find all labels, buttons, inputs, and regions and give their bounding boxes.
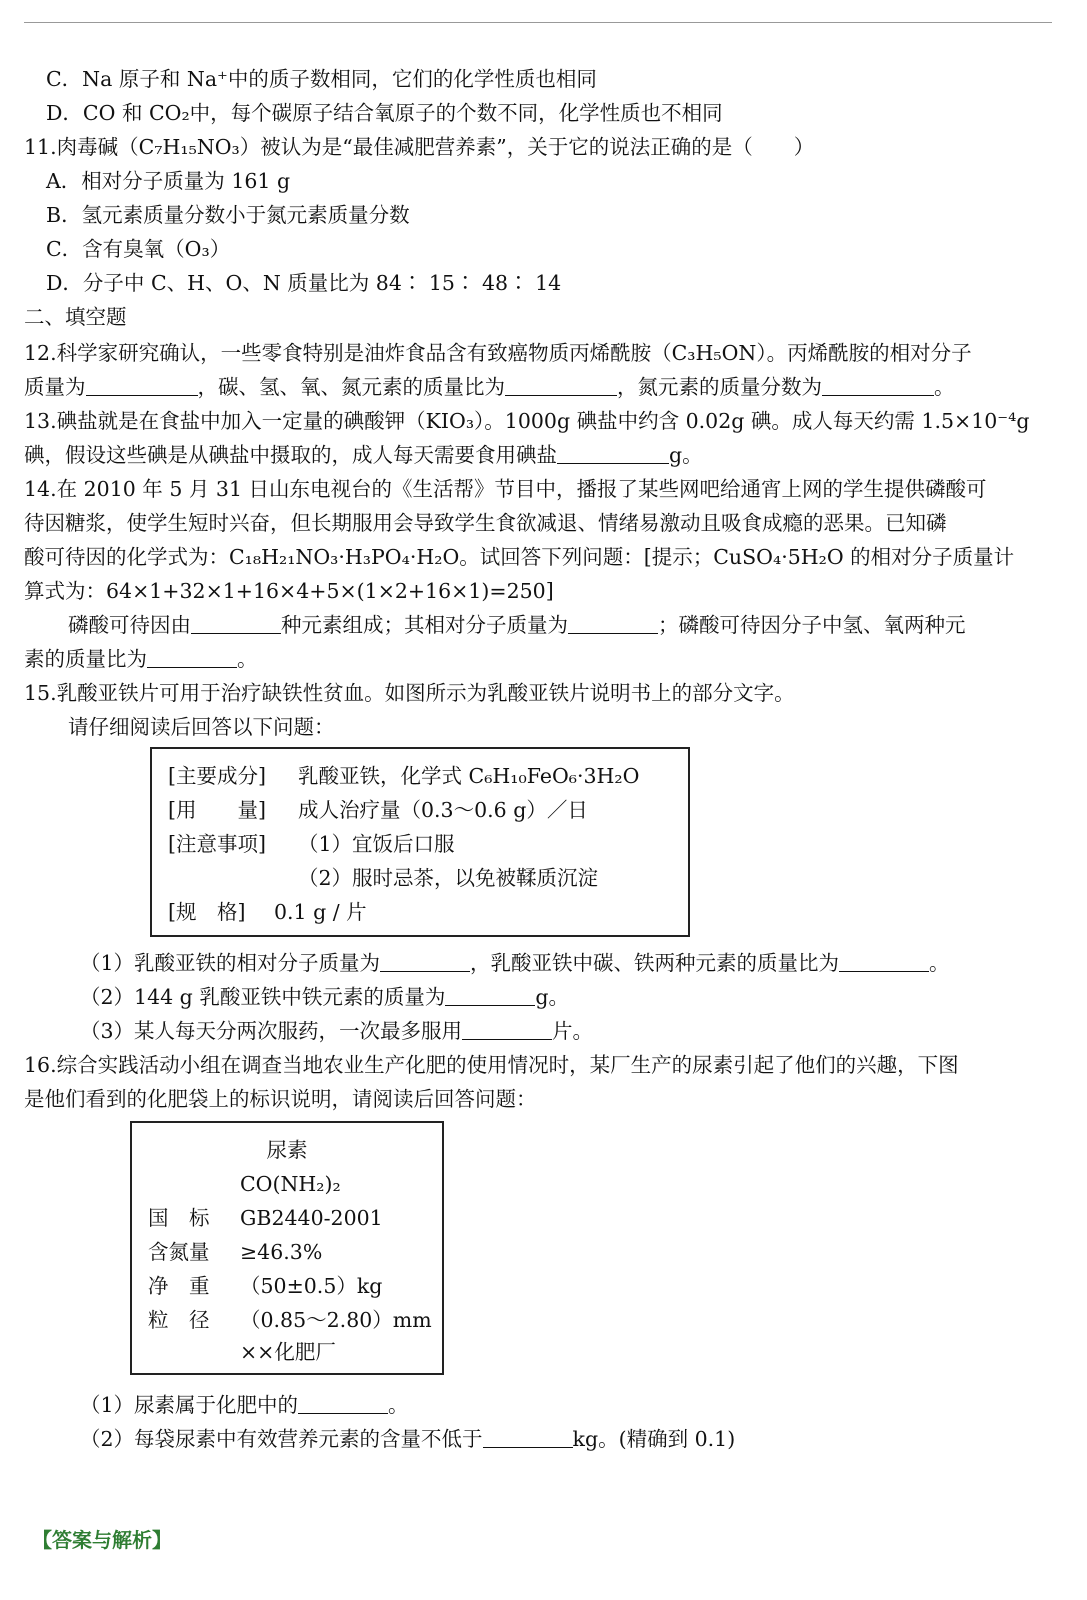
q14-text2: 种元素组成；其相对分子质量为 (281, 613, 568, 637)
q14-line3: 酸可待因的化学式为：C₁₈H₂₁NO₃·H₃PO₄·H₂O。试回答下列问题：[提示；CuSO₄·5H₂O 的相对分子质量计 (24, 545, 1015, 569)
q12-blank-2[interactable] (505, 373, 617, 396)
q12-text2: ，碳、氢、氧、氮元素的质量比为 (197, 375, 505, 399)
box-label-spec: [规 格] (168, 900, 246, 924)
q11-stem: 11.肉毒碱（C₇H₁₅NO₃）被认为是“最佳减肥营养素”，关于它的说法正确的是（ ） (24, 135, 815, 159)
q16-sub1 (80, 1388, 1087, 1422)
fertilizer-value-size: （0.85～2.80）mm (240, 1308, 432, 1332)
fertilizer-maker: ××化肥厂 (240, 1340, 336, 1364)
q15-blank-2[interactable] (839, 949, 929, 972)
fertilizer-formula: CO(NH₂)₂ (240, 1172, 341, 1196)
answer-heading: 【答案与解析】 (32, 1528, 172, 1552)
q14-line1: 14.在 2010 年 5 月 31 日山东电视台的《生活帮》节目中，播报了某些网吧给通宵上网的学生提供磷酸可 (24, 477, 987, 501)
box-label-notes: [注意事项] (168, 832, 266, 856)
box-value-dosage: 成人治疗量（0.3～0.6 g）／日 (298, 798, 588, 822)
q10-option-c: C．Na 原子和 Na⁺中的质子数相同，它们的化学性质也相同 (46, 67, 597, 91)
q14-line6 (24, 642, 1054, 676)
box-value-spec: 0.1 g / 片 (274, 900, 367, 924)
fertilizer-value-nitrogen: ≥46.3% (240, 1240, 323, 1264)
q15-line1: 15.乳酸亚铁片可用于治疗缺铁性贫血。如图所示为乳酸亚铁片说明书上的部分文字。 (24, 681, 795, 705)
q11-option-a: A．相对分子质量为 161 g (46, 169, 291, 193)
q15-s1-text2: ，乳酸亚铁中碳、铁两种元素的质量比为 (470, 951, 840, 975)
q15-s2-text1: （2）144 g 乳酸亚铁中铁元素的质量为 (80, 985, 446, 1009)
q11-option-c: C．含有臭氧（O₃） (46, 237, 231, 261)
fertilizer-label-weight: 净 重 (148, 1274, 210, 1298)
q16-s2-text2: kg。(精确到 0.1) (572, 1427, 736, 1451)
fertilizer-value-standard: GB2440-2001 (240, 1206, 383, 1230)
q16-blank-2[interactable] (483, 1425, 573, 1448)
q15-s2-text2: g。 (535, 985, 569, 1009)
box-value-note-2: （2）服时忌茶，以免被鞣质沉淀 (298, 866, 599, 890)
q12-line2 (24, 370, 1054, 404)
q15-s3-text2: 片。 (552, 1019, 594, 1043)
q14-line5 (68, 608, 1087, 642)
q15-s1-text3: 。 (929, 951, 950, 975)
q15-sub1 (80, 946, 1087, 980)
q16-line2: 是他们看到的化肥袋上的标识说明，请阅读后回答问题： (24, 1087, 537, 1111)
q13-line2 (24, 438, 1054, 472)
section-heading: 二、填空题 (24, 305, 127, 329)
q11-option-b: B．氢元素质量分数小于氮元素质量分数 (46, 203, 410, 227)
q13-text2: g。 (669, 443, 703, 467)
q14-line4: 算式为：64×1+32×1+16×4+5×(1×2+16×1)=250] (24, 579, 554, 603)
q15-sub2 (80, 980, 1087, 1014)
q14-text5: 。 (237, 647, 258, 671)
q16-s1-text2: 。 (388, 1393, 409, 1417)
box-label-dosage: [用 量] (168, 798, 266, 822)
q14-line2: 待因糖浆，使学生短时兴奋，但长期服用会导致学生食欲减退、情绪易激动且吸食成瘾的恶果。已知磷 (24, 511, 947, 535)
q12-text1: 质量为 (24, 375, 86, 399)
fertilizer-label-box (130, 1121, 444, 1375)
q13-text1: 碘，假设这些碘是从碘盐中摄取的，成人每天需要食用碘盐 (24, 443, 557, 467)
q15-s1-text1: （1）乳酸亚铁的相对分子质量为 (80, 951, 381, 975)
q16-s1-text1: （1）尿素属于化肥中的 (80, 1393, 299, 1417)
q12-line1: 12.科学家研究确认，一些零食特别是油炸食品含有致癌物质丙烯酰胺（C₃H₅ON）。丙烯酰胺的相对分子 (24, 341, 972, 365)
medicine-label-box (150, 747, 690, 937)
q15-blank-1[interactable] (380, 949, 470, 972)
q14-text1: 磷酸可待因由 (68, 613, 191, 637)
fertilizer-title: 尿素 (266, 1138, 308, 1162)
q12-text3: ，氮元素的质量分数为 (617, 375, 822, 399)
box-value-note-1: （1）宜饭后口服 (298, 832, 455, 856)
q15-line2: 请仔细阅读后回答以下问题： (68, 715, 335, 739)
q15-blank-3[interactable] (445, 983, 535, 1006)
q12-blank-3[interactable] (822, 373, 934, 396)
q13-blank-1[interactable] (557, 441, 669, 464)
q15-sub3 (80, 1014, 1087, 1048)
q13-line1: 13.碘盐就是在食盐中加入一定量的碘酸钾（KIO₃）。1000g 碘盐中约含 0.02g 碘。成人每天约需 1.5×10⁻⁴g (24, 409, 1030, 433)
q12-blank-1[interactable] (86, 373, 198, 396)
q15-blank-4[interactable] (462, 1017, 552, 1040)
q12-text4: 。 (934, 375, 955, 399)
fertilizer-label-nitrogen: 含氮量 (148, 1240, 210, 1264)
q14-blank-3[interactable] (147, 645, 237, 668)
fertilizer-label-standard: 国 标 (148, 1206, 210, 1230)
q11-option-d: D．分子中 C、H、O、N 质量比为 84∶ 15∶ 48∶ 14 (46, 271, 562, 295)
header-rule (24, 22, 1052, 23)
q15-s3-text1: （3）某人每天分两次服药，一次最多服用 (80, 1019, 463, 1043)
q14-blank-2[interactable] (568, 611, 658, 634)
q16-s2-text1: （2）每袋尿素中有效营养元素的含量不低于 (80, 1427, 483, 1451)
box-value-ingredient: 乳酸亚铁，化学式 C₆H₁₀FeO₆·3H₂O (298, 764, 640, 788)
fertilizer-value-weight: （50±0.5）kg (240, 1274, 383, 1298)
q14-text4: 素的质量比为 (24, 647, 147, 671)
fertilizer-label-size: 粒 径 (148, 1308, 210, 1332)
q16-sub2 (80, 1422, 1087, 1456)
box-label-ingredient: [主要成分] (168, 764, 266, 788)
q16-line1: 16.综合实践活动小组在调查当地农业生产化肥的使用情况时，某厂生产的尿素引起了他们的兴趣，下图 (24, 1053, 959, 1077)
q14-blank-1[interactable] (191, 611, 281, 634)
q10-option-d: D．CO 和 CO₂中，每个碳原子结合氧原子的个数不同，化学性质也不相同 (46, 101, 723, 125)
q14-text3: ；磷酸可待因分子中氢、氧两种元 (658, 613, 966, 637)
q16-blank-1[interactable] (298, 1391, 388, 1414)
